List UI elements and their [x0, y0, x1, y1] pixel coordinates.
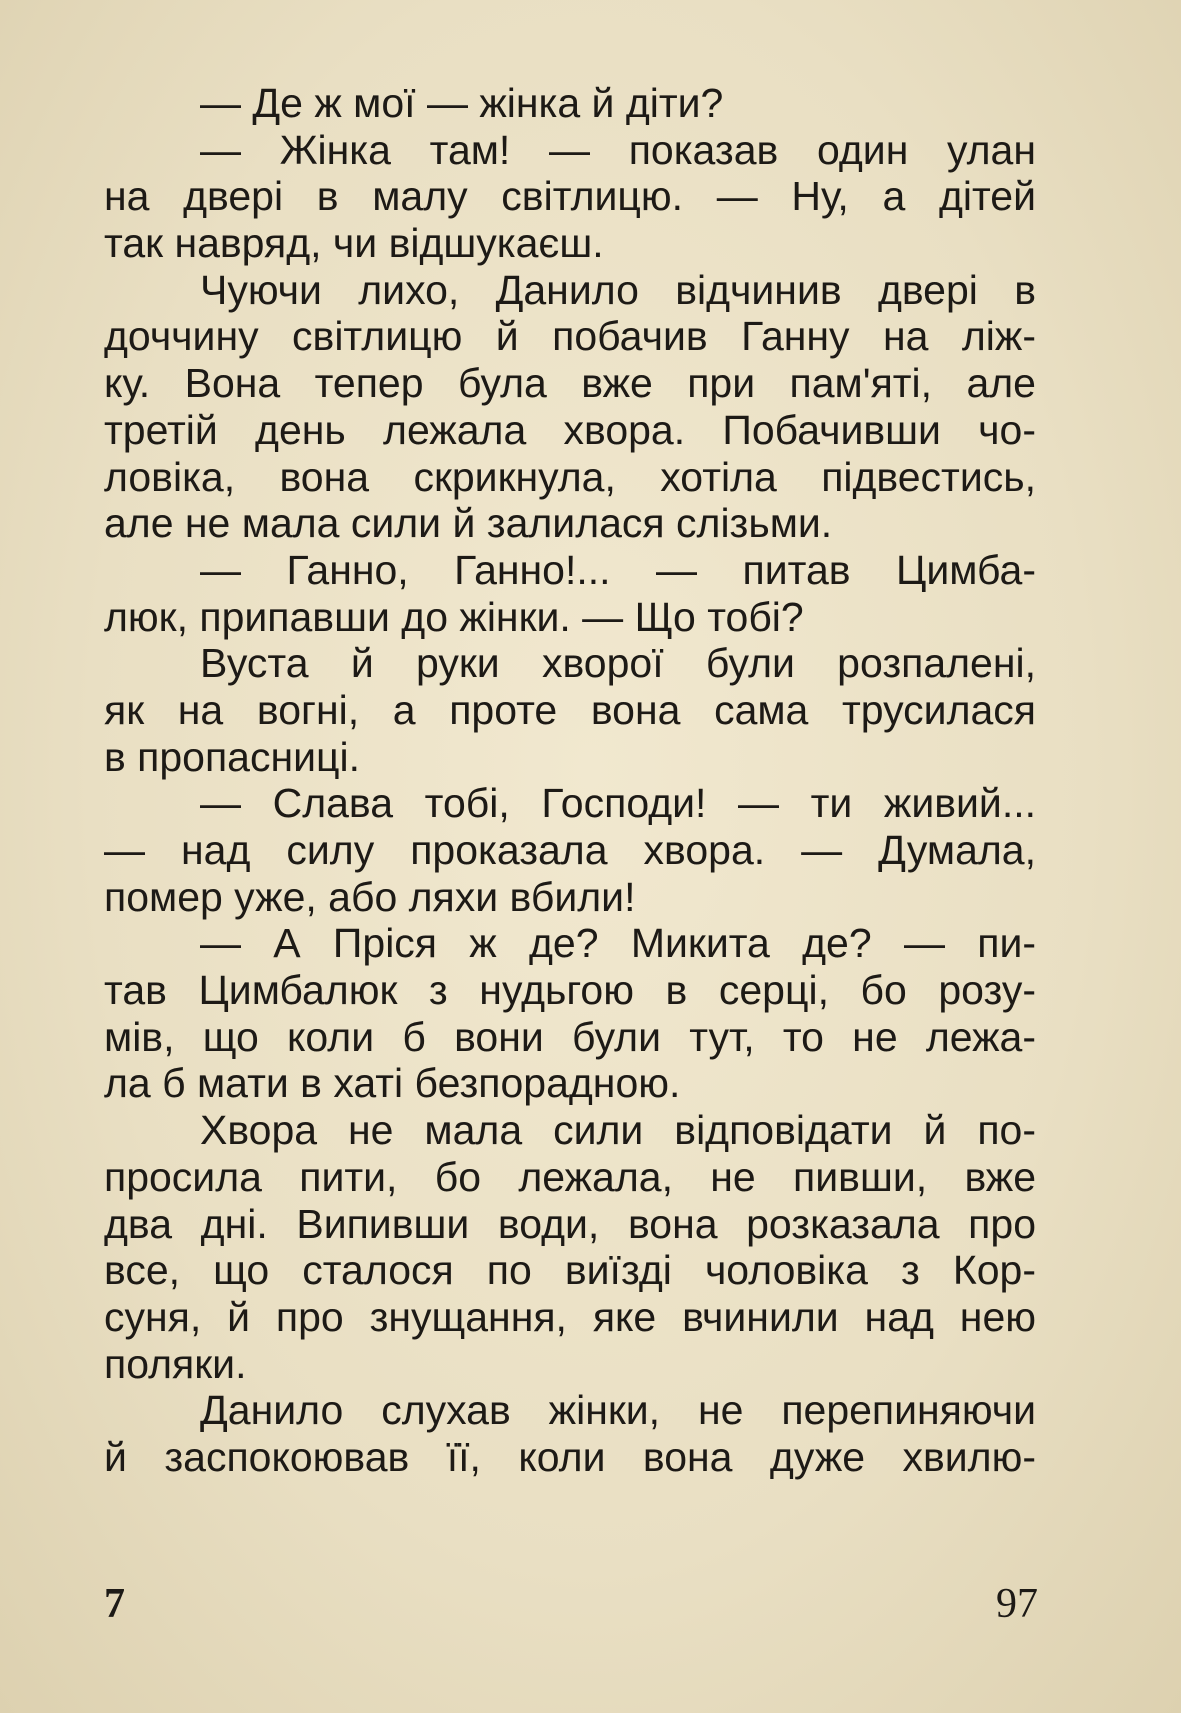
- text-line: — Де ж мої — жінка й діти?: [200, 80, 724, 126]
- text-line: суня, й про знущання, яке вчинили над нею: [104, 1293, 1036, 1340]
- text-line: — Ганно, Ганно!... — питав Цимба-: [200, 546, 1036, 593]
- text-line: доччину світлицю й побачив Ганну на ліж-: [104, 313, 1036, 360]
- text-line: — Жінка там! — показав один улан: [200, 126, 1036, 173]
- text-line: Хвора не мала сили відповідати й по-: [200, 1107, 1036, 1154]
- text-line: помер уже, або ляхи вбили!: [104, 873, 636, 920]
- text-line: ку. Вона тепер була вже при пам'яті, але: [104, 360, 1036, 407]
- text-line: люк, припавши до жінки. — Що тобі?: [104, 593, 804, 640]
- text-line: в пропасниці.: [104, 733, 361, 780]
- text-line: поляки.: [104, 1340, 247, 1387]
- text-line: на двері в малу світлицю. — Ну, а дітей: [104, 173, 1036, 220]
- text-line: й заспокоював її, коли вона дуже хвилю-: [104, 1433, 1036, 1480]
- signature-mark: 7: [104, 1581, 125, 1627]
- text-line: — Слава тобі, Господи! — ти живий...: [200, 780, 1036, 827]
- page-number: 97: [996, 1581, 1038, 1627]
- text-line: як на вогні, а проте вона сама трусилася: [104, 686, 1036, 733]
- text-line: третій день лежала хвора. Побачивши чо-: [104, 406, 1036, 453]
- text-line: але не мала сили й залилася слізьми.: [104, 500, 833, 547]
- text-line: мів, що коли б вони були тут, то не лежа-: [104, 1013, 1036, 1060]
- text-line: — А Пріся ж де? Микита де? — пи-: [200, 920, 1036, 967]
- text-line: два дні. Випивши води, вона розказала про: [104, 1200, 1036, 1247]
- text-line: все, що сталося по виїзді чоловіка з Кор-: [104, 1247, 1036, 1294]
- text-line: ловіка, вона скрикнула, хотіла підвестись,: [104, 453, 1036, 500]
- text-line: так навряд, чи відшукаєш.: [104, 220, 604, 267]
- text-line: Вуста й руки хворої були розпалені,: [200, 640, 1036, 687]
- text-line: Чуючи лихо, Данило відчинив двері в: [200, 266, 1036, 313]
- text-line: ла б мати в хаті безпорадною.: [104, 1060, 681, 1107]
- text-line: — над силу проказала хвора. — Думала,: [104, 827, 1036, 873]
- text-line: тав Цимбалюк з нудьгою в серці, бо розу-: [104, 967, 1036, 1014]
- body-text: [104, 80, 1036, 1481]
- text-line: Данило слухав жінки, не перепиняючи: [200, 1387, 1036, 1434]
- text-line: просила пити, бо лежала, не пивши, вже: [104, 1153, 1036, 1200]
